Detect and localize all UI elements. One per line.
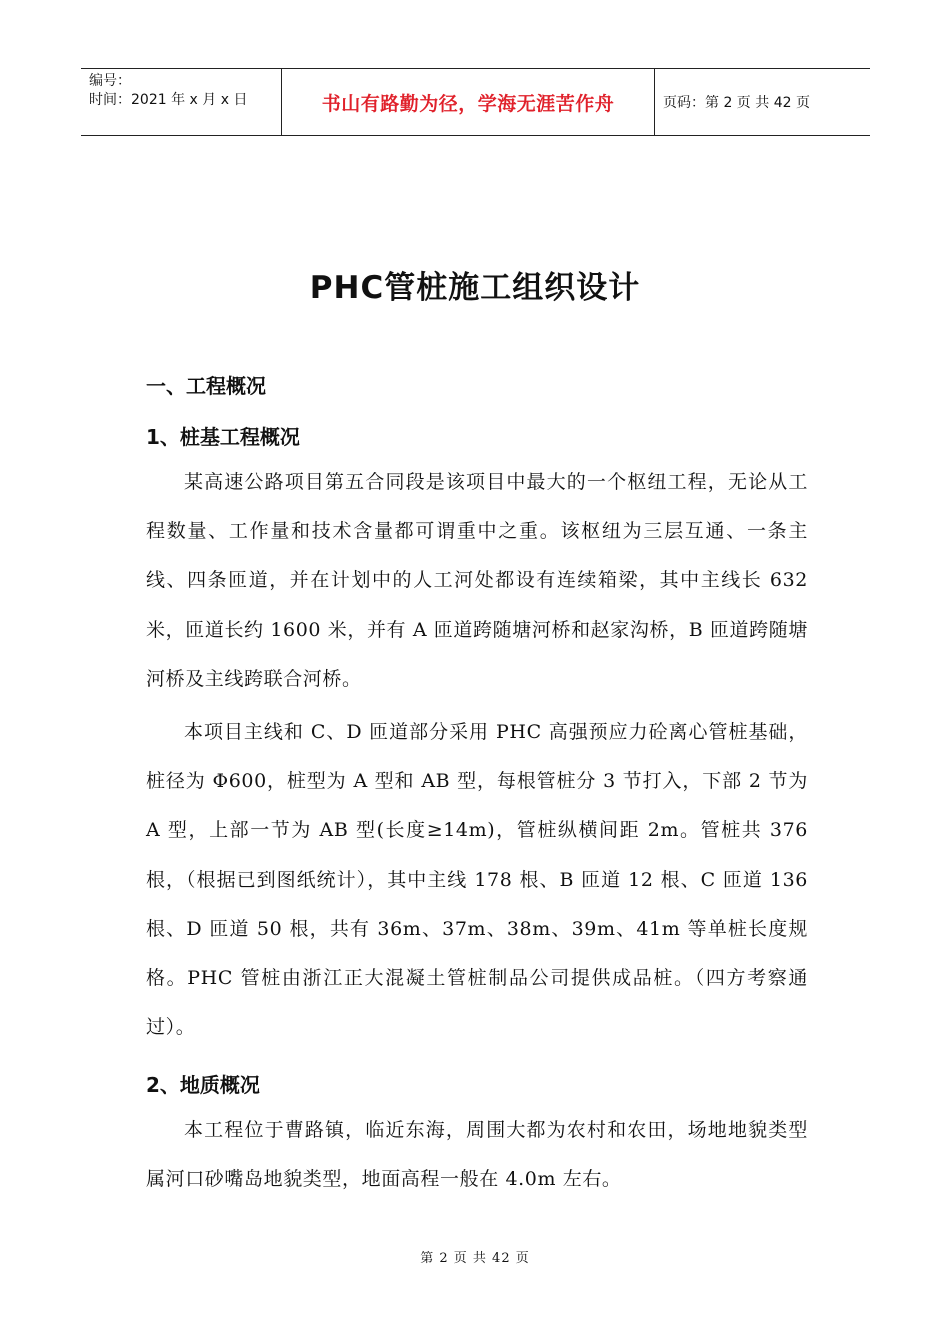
subsection-heading-pile-foundation: 1、桩基工程概况 xyxy=(146,425,300,449)
header-motto: 书山有路勤为径，学海无涯苦作舟 xyxy=(321,92,615,115)
section-heading-overview: 一、工程概况 xyxy=(146,374,266,398)
header-page-info-cell xyxy=(655,69,870,135)
header-motto-cell xyxy=(281,69,655,135)
header-page-info: 页码：第 2 页 共 42 页 xyxy=(663,95,810,111)
document-date: 时间：2021 年 x 月 x 日 xyxy=(89,92,248,108)
document-number-label: 编号： xyxy=(89,73,131,89)
document-title: PHC管桩施工组织设计 xyxy=(309,270,641,306)
subsection-heading-geology: 2、地质概况 xyxy=(146,1073,260,1097)
paragraph-pile-specs: 本项目主线和 C、D 匝道部分采用 PHC 高强预应力砼离心管桩基础，桩径为 Φ600，桩型为 A 型和 AB 型，每根管桩分 3 节打入，下部 2 节为 A 型，上部一节为 AB 型(长度≥14m)，管桩纵横间距 2m。管桩共 376 根，（根据已到图纸统计），其中主线 178 根、B 匝道 12 根、C 匝道 136 根、D 匝道 50 根，共有 36m、37m、38m、39m、41m 等单桩长度规格。PHC 管桩由浙江正大混凝土管桩制品公司提供成品桩。（四方考察通过）。 xyxy=(146,721,808,1039)
paragraph-geology: 本工程位于曹路镇，临近东海，周围大都为农村和农田，场地地貌类型属河口砂嘴岛地貌类型，地面高程一般在 4.0m 左右。 xyxy=(146,1119,808,1191)
page-footer: 第 2 页 共 42 页 xyxy=(420,1251,530,1266)
page-header xyxy=(81,68,870,136)
paragraph-project-summary: 某高速公路项目第五合同段是该项目中最大的一个枢纽工程，无论从工程数量、工作量和技术含量都可谓重中之重。该枢纽为三层互通、一条主线、四条匝道，并在计划中的人工河处都设有连续箱梁，其中主线长 632 米，匝道长约 1600 米，并有 A 匝道跨随塘河桥和赵家沟桥，B 匝道跨随塘河桥及主线跨联合河桥。 xyxy=(146,471,808,690)
header-meta xyxy=(81,69,281,135)
